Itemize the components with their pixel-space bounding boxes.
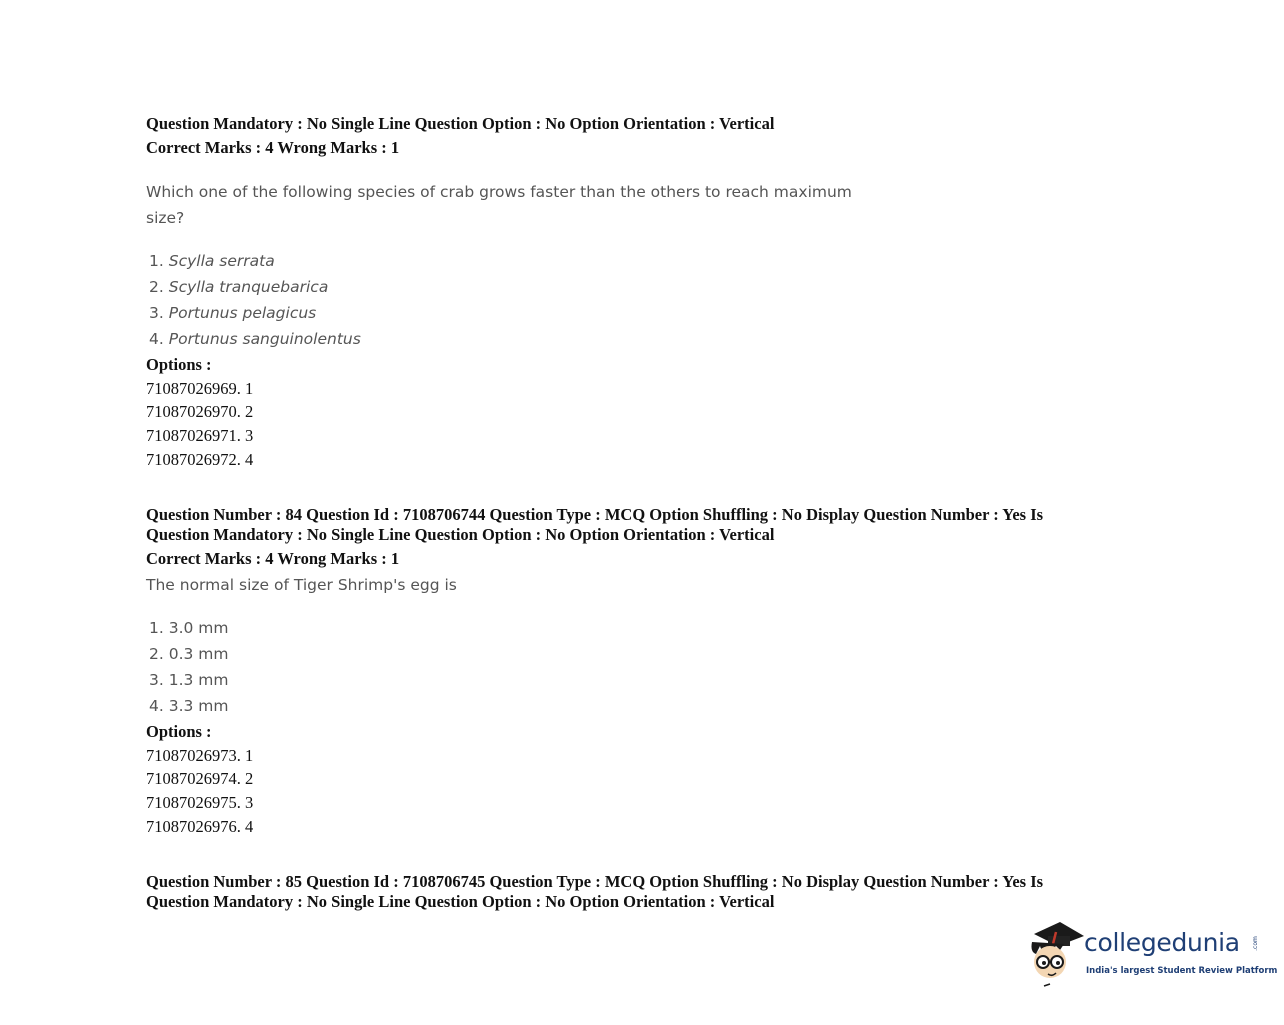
collegedunia-logo[interactable] [1026, 918, 1278, 990]
choice-text: Portunus pelagicus [168, 304, 317, 322]
choice-list-1 [149, 248, 361, 352]
question-meta-block-2 [146, 505, 1043, 572]
choice-number: 1. [149, 619, 164, 637]
choice-item [149, 641, 229, 667]
choice-text: 3.3 mm [168, 697, 229, 715]
choice-number: 3. [149, 671, 164, 689]
question-line: The normal size of Tiger Shrimp's egg is [146, 576, 457, 594]
choice-item [149, 615, 229, 641]
options-header: Options : [146, 722, 212, 741]
logo-tagline: India's largest Student Review Platform [1086, 966, 1278, 976]
choice-text: 3.0 mm [168, 619, 229, 637]
choice-item [149, 326, 361, 352]
question-text-1 [146, 179, 852, 231]
meta-line: Question Mandatory : No Single Line Question Option : No Option Orientation : Vertical [146, 892, 775, 911]
choice-text: 0.3 mm [168, 645, 229, 663]
question-meta-block-1 [146, 114, 774, 161]
choice-text: 1.3 mm [168, 671, 229, 689]
choice-list-2 [149, 615, 229, 719]
choice-item [149, 300, 361, 326]
options-header: Options : [146, 355, 212, 374]
option-id-line: 71087026973. 1 [146, 745, 254, 765]
choice-text: Scylla tranquebarica [168, 278, 329, 296]
choice-number: 4. [149, 330, 164, 348]
choice-number: 2. [149, 645, 164, 663]
meta-line: Correct Marks : 4 Wrong Marks : 1 [146, 137, 400, 157]
mascot-icon [1026, 918, 1086, 990]
option-id-line: 71087026969. 1 [146, 378, 254, 398]
option-id-line: 71087026974. 2 [146, 769, 254, 789]
choice-text: Scylla serrata [168, 252, 275, 270]
choice-number: 3. [149, 304, 164, 322]
meta-line: Correct Marks : 4 Wrong Marks : 1 [146, 548, 400, 568]
options-list-1 [146, 353, 253, 472]
choice-number: 4. [149, 697, 164, 715]
option-id-line: 71087026970. 2 [146, 402, 254, 422]
choice-item [149, 274, 361, 300]
choice-text: Portunus sanguinolentus [168, 330, 361, 348]
meta-line: Question Number : 84 Question Id : 7108706744 Question Type : MCQ Option Shuffling : No Display Question Number : Yes Is [146, 505, 1044, 524]
option-id-line: 71087026972. 4 [146, 449, 254, 469]
option-id-line: 71087026975. 3 [146, 793, 254, 813]
logo-suffix: .com [1251, 936, 1259, 951]
meta-line: Question Mandatory : No Single Line Question Option : No Option Orientation : Vertical [146, 114, 775, 133]
choice-number: 2. [149, 278, 164, 296]
logo-wordmark: collegedunia [1084, 928, 1240, 957]
choice-number: 1. [149, 252, 164, 270]
choice-item [149, 693, 229, 719]
choice-item [149, 667, 229, 693]
options-list-2 [146, 720, 253, 839]
option-id-line: 71087026976. 4 [146, 816, 254, 836]
question-text-2 [146, 572, 457, 598]
meta-line: Question Number : 85 Question Id : 7108706745 Question Type : MCQ Option Shuffling : No Display Question Number : Yes Is [146, 872, 1044, 891]
option-id-line: 71087026971. 3 [146, 426, 254, 446]
question-line: size? [146, 209, 185, 227]
choice-item [149, 248, 361, 274]
question-meta-block-3 [146, 872, 1043, 916]
meta-line: Question Mandatory : No Single Line Question Option : No Option Orientation : Vertical [146, 525, 775, 544]
question-line: Which one of the following species of crab grows faster than the others to reach maximum [146, 183, 852, 201]
